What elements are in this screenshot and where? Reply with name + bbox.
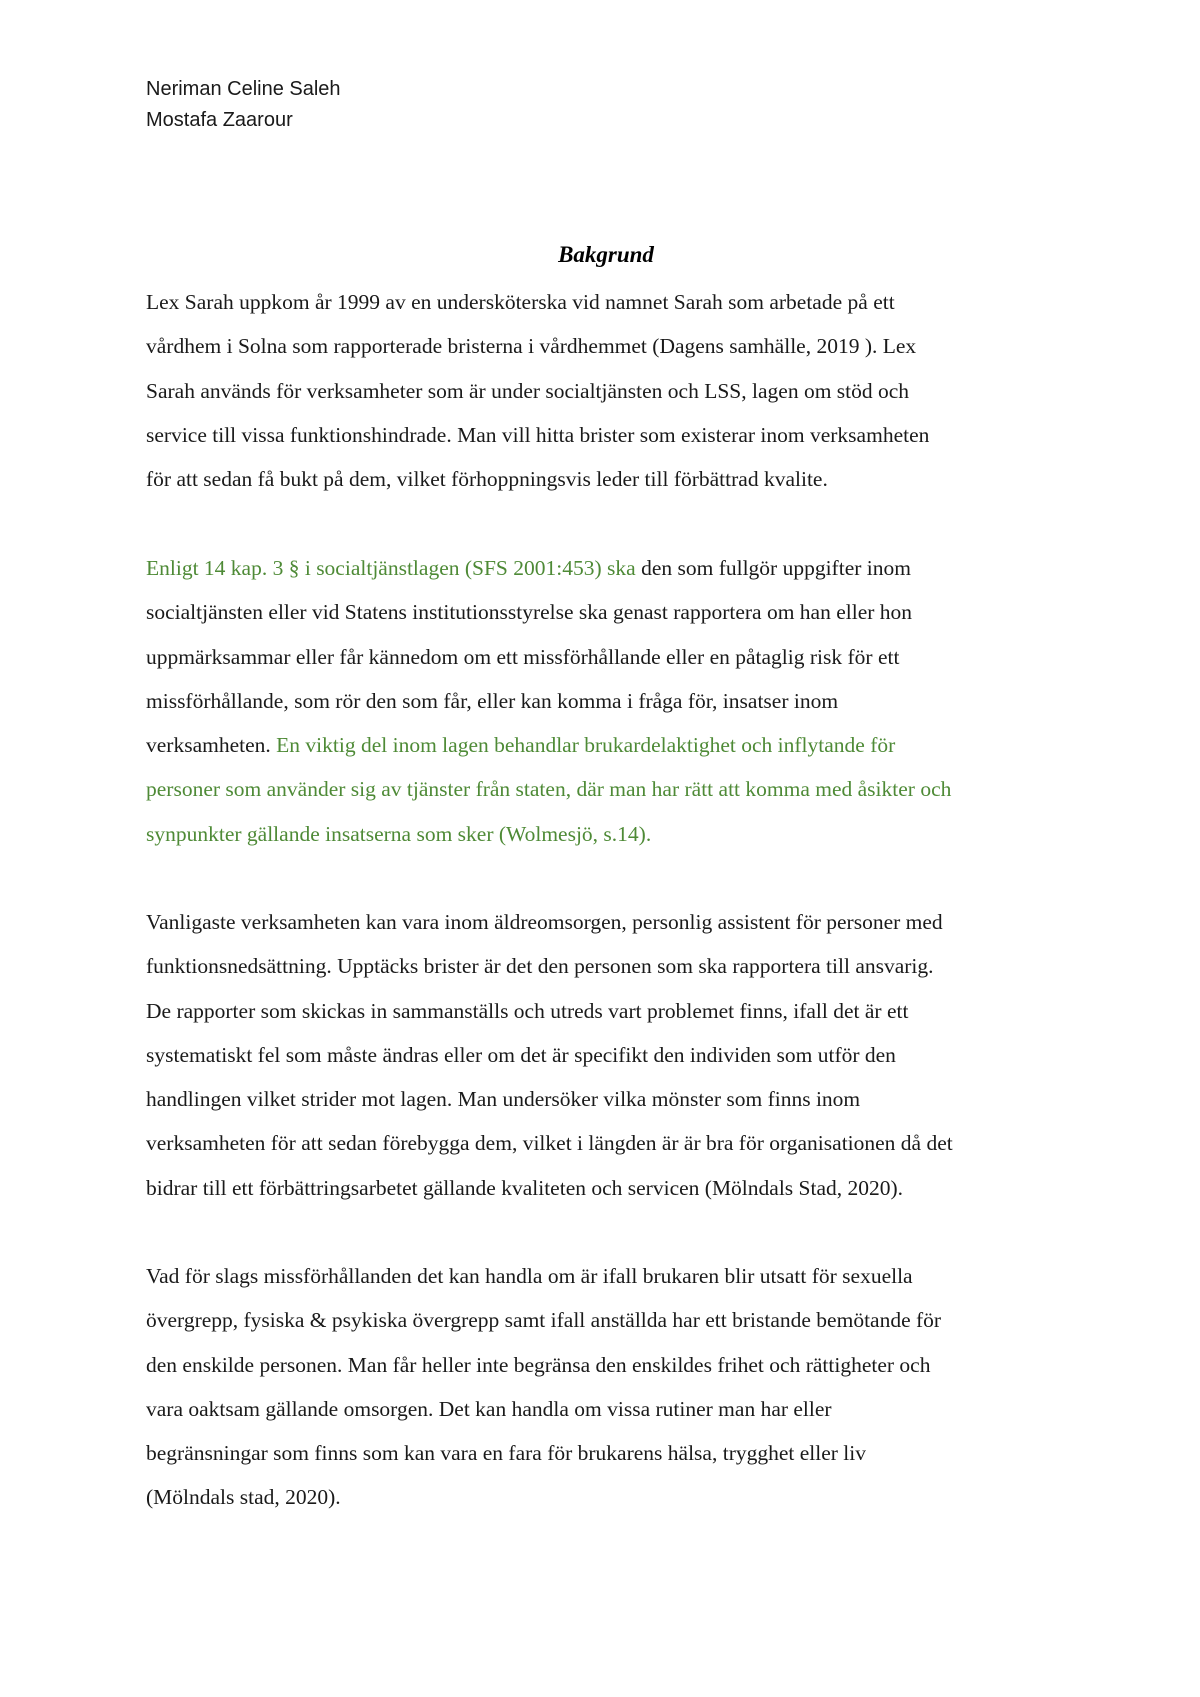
- paragraph-misconduct-types: [146, 1254, 1076, 1520]
- text-line: De rapporter som skickas in sammanställs och utreds vart problemet finns, ifall det är ett: [146, 998, 909, 1023]
- text-line: vårdhem i Solna som rapporterade bristerna i vårdhemmet (Dagens samhälle, 2019 ). Lex: [146, 334, 917, 359]
- author-name: Neriman Celine Saleh: [146, 78, 341, 100]
- text-line: (Mölndals stad, 2020).: [146, 1485, 341, 1510]
- text-line: den enskilde personen. Man får heller inte begränsa den enskildes frihet och rättigheter och: [146, 1352, 931, 1377]
- text-line: Vanligaste verksamheten kan vara inom äldreomsorgen, personlig assistent för personer med: [146, 910, 943, 934]
- text-line: verksamheten för att sedan förebygga dem, vilket i längden är är bra för organisationen då det: [146, 1131, 953, 1156]
- text-line: handlingen vilket strider mot lagen. Man undersöker vilka mönster som finns inom: [146, 1087, 861, 1112]
- text-line: Sarah används för verksamheter som är under socialtjänsten och LSS, lagen om stöd och: [146, 378, 910, 403]
- text-line: bidrar till ett förbättringsarbetet gällande kvaliteten och servicen (Mölndals Stad, 2020).: [146, 1175, 904, 1200]
- section-title: Bakgrund: [558, 242, 654, 267]
- highlighted-text: En viktig del inom lagen behandlar brukardelaktighet och inflytande för: [276, 733, 896, 758]
- paragraph-common-operations: [146, 900, 1076, 1210]
- text-line: övergrepp, fysiska & psykiska övergrepp samt ifall anställda har ett bristande bemötande för: [146, 1308, 942, 1333]
- text-line: Vad för slags missförhållanden det kan handla om är ifall brukaren blir utsatt för sexuella: [146, 1264, 913, 1288]
- text-line: [146, 546, 1076, 590]
- text-line: systematiskt fel som måste ändras eller om det är specifikt den individen som utför den: [146, 1042, 896, 1067]
- highlighted-text: Enligt 14 kap. 3 § i socialtjänstlagen (SFS 2001:453) ska: [146, 556, 636, 580]
- author-name: Mostafa Zaarour: [146, 109, 293, 131]
- text-line: missförhållande, som rör den som får, eller kan komma i fråga för, insatser inom: [146, 688, 839, 713]
- text-line: funktionsnedsättning. Upptäcks brister är det den personen som ska rapportera till ansvarig.: [146, 954, 934, 979]
- text-line: för att sedan få bukt på dem, vilket förhoppningsvis leder till förbättrad kvalite.: [146, 467, 828, 492]
- text-line: Lex Sarah uppkom år 1999 av en undersköterska vid namnet Sarah som arbetade på ett: [146, 290, 895, 314]
- plain-text: verksamheten.: [146, 733, 277, 758]
- paragraph-background-intro: [146, 280, 1076, 501]
- text-line: begränsningar som finns som kan vara en fara för brukarens hälsa, trygghet eller liv: [146, 1441, 867, 1466]
- paragraph-legal-basis: [146, 546, 1076, 856]
- highlighted-text-line: synpunkter gällande insatserna som sker (Wolmesjö, s.14).: [146, 821, 652, 846]
- text-line: service till vissa funktionshindrade. Man vill hitta brister som existerar inom verksamheten: [146, 422, 930, 447]
- text-line: socialtjänsten eller vid Statens institutionsstyrelse ska genast rapportera om han eller hon: [146, 600, 913, 625]
- text-line: uppmärksammar eller får kännedom om ett missförhållande eller en påtaglig risk för ett: [146, 644, 900, 669]
- author-block: [146, 74, 341, 136]
- text-line: vara oaktsam gällande omsorgen. Det kan handla om vissa rutiner man har eller: [146, 1396, 832, 1421]
- plain-text: den som fullgör uppgifter inom: [635, 556, 911, 580]
- text-line: [146, 723, 1076, 767]
- highlighted-text-line: personer som använder sig av tjänster från staten, där man har rätt att komma med åsikter och: [146, 777, 952, 802]
